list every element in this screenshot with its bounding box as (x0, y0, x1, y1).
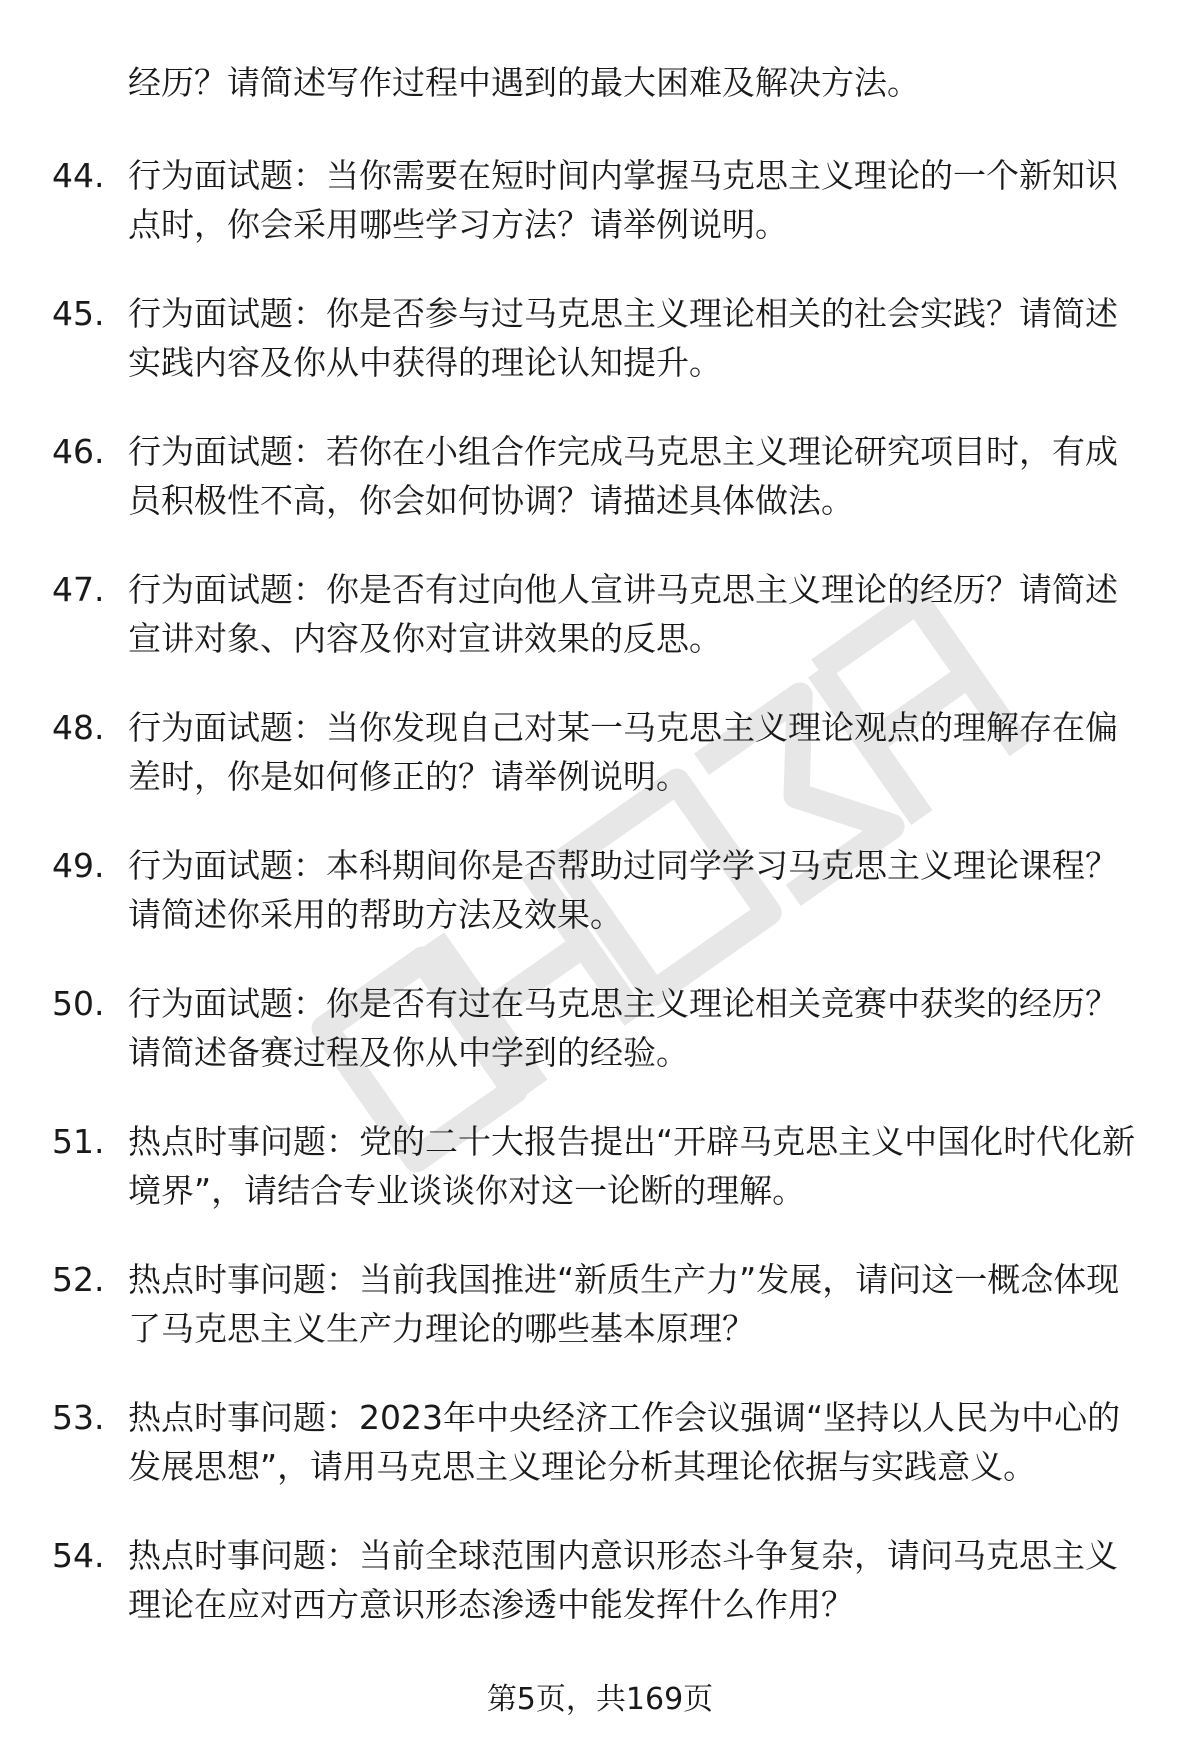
item-text: 热点时事问题：当前全球范围内意识形态斗争复杂，请问马克思主义理论在应对西方意识形态渗透中能发挥什么作用？ (128, 1536, 1118, 1624)
list-item (0, 979, 1200, 1077)
item-text: 行为面试题：若你在小组合作完成马克思主义理论研究项目时，有成员积极性不高，你会如何协调？请描述具体做法。 (128, 432, 1118, 520)
list-item (0, 1117, 1200, 1215)
item-number: 54. (52, 1536, 105, 1575)
item-number: 44. (52, 156, 105, 195)
item-number: 46. (52, 432, 105, 471)
item-number: 53. (52, 1398, 105, 1437)
page-footer: 第5页，共169页 (486, 1682, 714, 1717)
list-item (0, 565, 1200, 663)
list-item (0, 289, 1200, 387)
item-text: 行为面试题：你是否参与过马克思主义理论相关的社会实践？请简述实践内容及你从中获得的理论认知提升。 (128, 294, 1118, 382)
item-number: 45. (52, 294, 105, 333)
item-text: 热点时事问题：党的二十大报告提出“开辟马克思主义中国化时代化新境界”，请结合专业谈谈你对这一论断的理解。 (128, 1122, 1136, 1210)
item-text: 行为面试题：你是否有过向他人宣讲马克思主义理论的经历？请简述宣讲对象、内容及你对宣讲效果的反思。 (128, 570, 1118, 658)
item-text: 行为面试题：本科期间你是否帮助过同学学习马克思主义理论课程？请简述你采用的帮助方法及效果。 (128, 846, 1118, 934)
item-text: 行为面试题：当你发现自己对某一马克思主义理论观点的理解存在偏差时，你是如何修正的？请举例说明。 (128, 708, 1118, 796)
item-text: 热点时事问题：2023年中央经济工作会议强调“坚持以人民为中心的发展思想”，请用马克思主义理论分析其理论依据与实践意义。 (128, 1398, 1121, 1486)
item-text: 热点时事问题：当前我国推进“新质生产力”发展，请问这一概念体现了马克思主义生产力理论的哪些基本原理？ (128, 1260, 1120, 1348)
list-item (0, 1531, 1200, 1629)
item-number: 50. (52, 984, 105, 1023)
list-item (0, 841, 1200, 939)
item-number: 51. (52, 1122, 105, 1161)
list-item (0, 703, 1200, 801)
item-text: 行为面试题：当你需要在短时间内掌握马克思主义理论的一个新知识点时，你会采用哪些学习方法？请举例说明。 (128, 156, 1118, 244)
continued-text: 经历？请简述写作过程中遇到的最大困难及解决方法。 (128, 63, 920, 102)
list-item (0, 1255, 1200, 1353)
item-number: 52. (52, 1260, 105, 1299)
item-number: 48. (52, 708, 105, 747)
list-item (0, 1393, 1200, 1491)
list-item (0, 427, 1200, 525)
items-container (0, 151, 1200, 1629)
list-item (0, 151, 1200, 249)
item-number: 47. (52, 570, 105, 609)
item-text: 行为面试题：你是否有过在马克思主义理论相关竞赛中获奖的经历？请简述备赛过程及你从中学到的经验。 (128, 984, 1118, 1072)
item-number: 49. (52, 846, 105, 885)
